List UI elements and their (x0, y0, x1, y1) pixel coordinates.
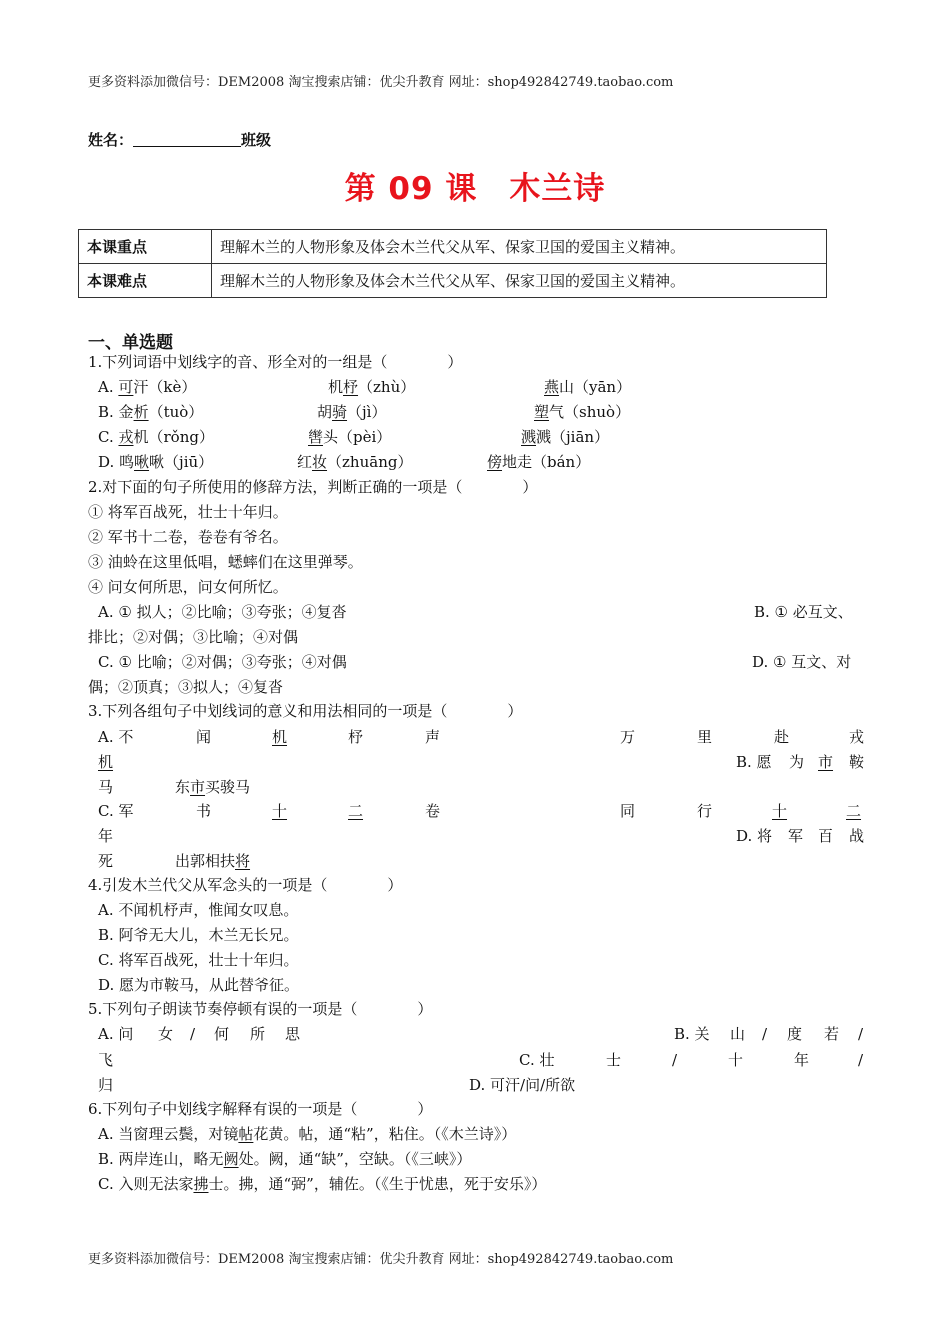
q3-option-b-cont: 马 (98, 778, 114, 796)
q5-option-a: 何 (214, 1025, 230, 1043)
name-class-field (88, 129, 271, 150)
q3-option-a-underlined: 机 (98, 753, 114, 771)
q1-option: C. 戎机（rǒng） (98, 428, 214, 446)
q5-option-c: 十 (728, 1051, 744, 1069)
q3-option-c-cont: 年 (98, 827, 114, 845)
q5-option-b: 山 (730, 1025, 746, 1043)
q3-option-c: 书 (196, 802, 212, 820)
q3-option-d: 军 (788, 827, 804, 845)
q3-option-b: 鞍 (849, 753, 865, 771)
q1-option: 机杼（zhù） (328, 378, 416, 396)
q1-option: 溅溅（jiān） (521, 428, 610, 446)
focus-row (79, 230, 827, 264)
q2-option-d: D. ① 互文、对 (752, 653, 852, 671)
q4-option: C. 将军百战死，壮士十年归。 (98, 951, 299, 969)
q3-stem: 3.下列各组句子中划线词的意义和用法相同的一项是（ ） (88, 702, 523, 720)
q5-option-a: A. 问 (98, 1025, 134, 1043)
class-label: 班级 (241, 131, 272, 149)
q3-option-a: A. 不 (98, 728, 134, 746)
key-points-table (78, 229, 827, 298)
q3-option-b: B. 愿 (736, 753, 772, 771)
q5-option-d: D. 可汗/问/所欲 (469, 1076, 576, 1094)
q4-stem: 4.引发木兰代父从军念头的一项是（ ） (88, 876, 403, 894)
q5-option-b: 若 (824, 1025, 840, 1043)
header-note: 更多资料添加微信号：DEM2008 淘宝搜索店铺：优尖升教育 网址：shop492842749.taobao.com (88, 75, 674, 90)
q4-option: D. 愿为市鞍马，从此替爷征。 (98, 976, 300, 994)
q3-option-a: 万 (620, 728, 636, 746)
q3-option-d-cont: 死 (98, 852, 114, 870)
q5-option-c: 年 (794, 1051, 810, 1069)
q3-option-b-underlined: 市 (818, 753, 834, 771)
difficulty-label: 本课难点 (79, 264, 212, 298)
difficulty-text: 理解木兰的人物形象及体会木兰代父从军、保家卫国的爱国主义精神。 (212, 264, 827, 298)
q1-option: 燕山（yān） (544, 378, 632, 396)
name-label: 姓名： (88, 131, 134, 149)
q3-option-c: 同 (620, 802, 636, 820)
q2-item: ④ 问女何所思，问女何所忆。 (88, 578, 288, 596)
q3-option-c-underlined: 二 (846, 802, 862, 820)
q3-option-c: 行 (697, 802, 713, 820)
q3-option-d: 百 (818, 827, 834, 845)
q4-option: B. 阿爷无大儿，木兰无长兄。 (98, 926, 299, 944)
q3-option-c: C. 军 (98, 802, 134, 820)
q3-option-d: 战 (849, 827, 865, 845)
q5-option-b: 度 (787, 1025, 803, 1043)
q3-option-a: 声 (425, 728, 441, 746)
q3-option-c-underlined: 二 (348, 802, 364, 820)
q3-option-b: 为 (789, 753, 805, 771)
q5-option-c: / (858, 1051, 864, 1069)
q5-option-a: / (190, 1025, 196, 1043)
q5-option-b: B. 关 (674, 1025, 710, 1043)
q3-option-c: 卷 (425, 802, 441, 820)
page-title: 第 09 课 木兰诗 (344, 171, 606, 207)
q2-option-a: A. ① 拟人；②比喻；③夸张；④复沓 (98, 603, 347, 621)
q2-item: ② 军书十二卷，卷卷有爷名。 (88, 528, 288, 546)
q5-option-c: 士 (606, 1051, 622, 1069)
q1-option: 塑气（shuò） (534, 403, 631, 421)
q1-option: 红妆（zhuāng） (297, 453, 413, 471)
q1-option: 辔头（pèi） (308, 428, 392, 446)
q3-option-c-underlined: 十 (772, 802, 788, 820)
name-blank (133, 132, 241, 147)
q6-option-b: B. 两岸连山，略无阙处。阙，通“缺”，空缺。（《三峡》） (98, 1150, 472, 1168)
focus-text: 理解木兰的人物形象及体会木兰代父从军、保家卫国的爱国主义精神。 (212, 230, 827, 264)
q2-option-d-cont: 偶；②顶真；③拟人；④复沓 (88, 678, 284, 696)
q3-option-a: 赴 (774, 728, 790, 746)
focus-label: 本课重点 (79, 230, 212, 264)
q1-option: B. 金析（tuò） (98, 403, 204, 421)
q6-option-c: C. 入则无法家拂士。拂，通“弼”，辅佐。（《生于忧患，死于安乐》） (98, 1175, 547, 1193)
q2-option-b: B. ① 必互文、 (754, 603, 853, 621)
q3-option-d-cont: 出郭相扶将 (175, 852, 251, 870)
q2-item: ③ 油蛉在这里低唱，蟋蟀们在这里弹琴。 (88, 553, 363, 571)
q5-option-b-cont: 飞 (98, 1051, 114, 1069)
q3-option-a: 里 (697, 728, 713, 746)
q1-stem: 1.下列词语中划线字的音、形全对的一组是（ ） (88, 353, 463, 371)
q6-option-a: A. 当窗理云鬓，对镜帖花黄。帖，通“粘”，粘住。（《木兰诗》） (98, 1125, 517, 1143)
q3-option-b-cont: 东市买骏马 (175, 778, 251, 796)
q5-option-a: 所 (250, 1025, 266, 1043)
q1-option: D. 鸣啾啾（jiū） (98, 453, 214, 471)
q5-option-a: 思 (285, 1025, 301, 1043)
q5-option-c-cont: 归 (98, 1076, 114, 1094)
q2-item: ① 将军百战死，壮士十年归。 (88, 503, 288, 521)
q3-option-d-underline (756, 826, 780, 846)
q5-option-c: C. 壮 (519, 1051, 555, 1069)
q5-option-a: 女 (158, 1025, 174, 1043)
q3-option-a-underlined: 机 (272, 728, 288, 746)
q5-option-b: / (762, 1025, 768, 1043)
q3-option-a: 杼 (348, 728, 364, 746)
section-heading: 一、单选题 (88, 333, 173, 353)
q6-stem: 6.下列句子中划线字解释有误的一项是（ ） (88, 1100, 433, 1118)
q5-stem: 5.下列句子朗读节奏停顿有误的一项是（ ） (88, 1000, 433, 1018)
q3-option-d: D. 将 (736, 827, 773, 845)
q5-option-c: / (672, 1051, 678, 1069)
q3-option-a: 闻 (196, 728, 212, 746)
q4-option: A. 不闻机杼声，惟闻女叹息。 (98, 901, 299, 919)
q3-option-a: 戎 (849, 728, 865, 746)
q1-option: 胡骑（jì） (317, 403, 387, 421)
q3-option-c-underlined: 十 (272, 802, 288, 820)
q2-stem: 2.对下面的句子所使用的修辞方法，判断正确的一项是（ ） (88, 478, 538, 496)
difficulty-row (79, 264, 827, 298)
footer-note: 更多资料添加微信号：DEM2008 淘宝搜索店铺：优尖升教育 网址：shop492842749.taobao.com (88, 1252, 674, 1267)
q2-option-b-cont: 排比；②对偶；③比喻；④对偶 (88, 628, 299, 646)
q1-option: A. 可汗（kè） (98, 378, 197, 396)
q5-option-b: / (858, 1025, 864, 1043)
q2-option-c: C. ① 比喻；②对偶；③夸张；④对偶 (98, 653, 347, 671)
q1-option: 傍地走（bán） (487, 453, 591, 471)
